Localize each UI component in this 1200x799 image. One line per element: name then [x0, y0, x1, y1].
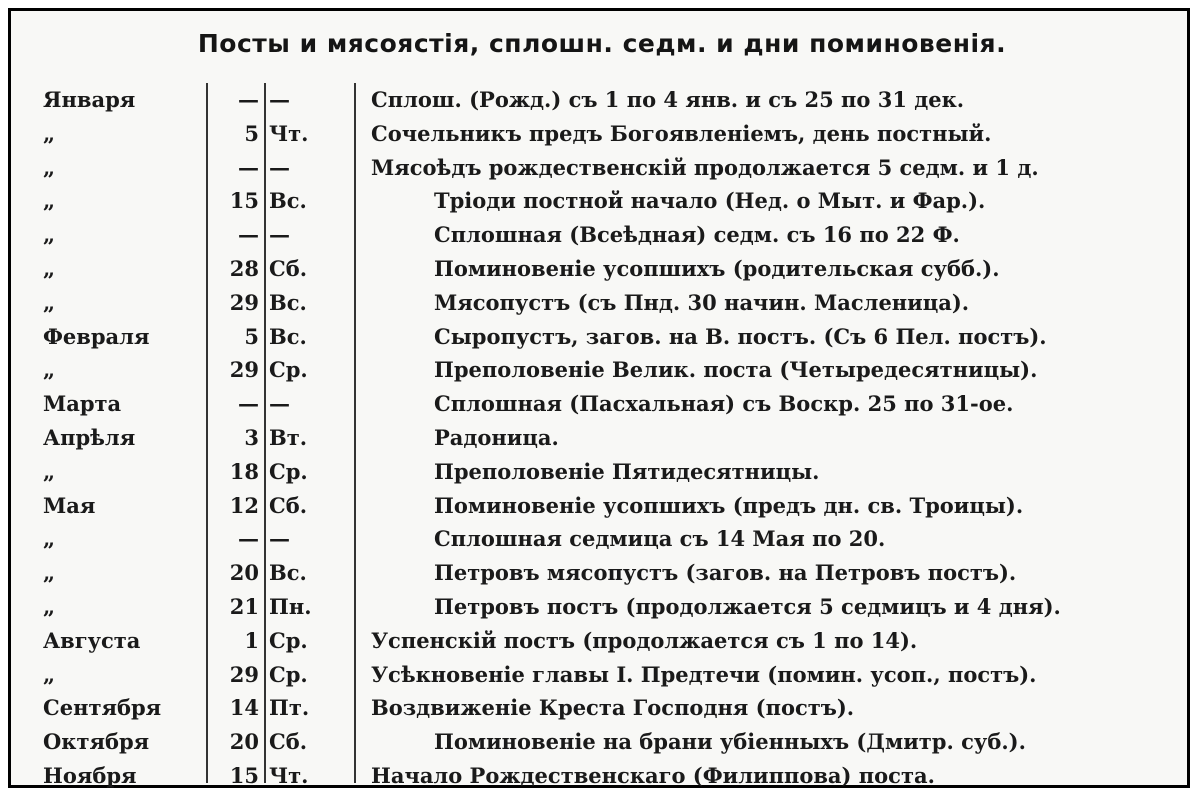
month-cell: „	[43, 255, 56, 281]
description-cell: Поминовеніе усопшихъ (родительская субб.).	[434, 255, 1000, 281]
description-cell: Поминовеніе усопшихъ (предъ дн. св. Троицы).	[434, 492, 1024, 518]
day-cell: 1	[244, 627, 259, 653]
description-cell: Поминовеніе на брани убіенныхъ (Дмитр. суб.).	[434, 729, 1026, 755]
description-cell: Петровъ мясопустъ (загов. на Петровъ постъ).	[434, 560, 1017, 586]
table-row	[11, 151, 1193, 185]
weekday-cell: —	[269, 526, 290, 552]
day-cell: 18	[229, 458, 259, 484]
description-cell: Начало Рождественскаго (Филиппова) поста.	[371, 762, 935, 788]
day-cell: 20	[229, 560, 259, 586]
day-cell: 5	[244, 120, 259, 146]
month-cell: Февраля	[43, 323, 150, 349]
month-cell: Августа	[43, 627, 141, 653]
weekday-cell: Пн.	[269, 593, 312, 619]
weekday-cell: Вт.	[269, 424, 308, 450]
weekday-cell: Вс.	[269, 289, 307, 315]
day-cell: —	[238, 222, 259, 248]
table-row	[11, 658, 1193, 692]
description-cell: Сплошная седмица съ 14 Мая по 20.	[434, 526, 886, 552]
month-cell: „	[43, 526, 56, 552]
page-title: Посты и мясоястія, сплошн. седм. и дни поминовенія.	[197, 29, 1007, 58]
month-cell: Сентября	[43, 695, 162, 721]
day-cell: 5	[244, 323, 259, 349]
calendar-table	[11, 83, 1193, 793]
description-cell: Воздвиженіе Креста Господня (постъ).	[371, 695, 855, 721]
month-cell: Марта	[43, 391, 122, 417]
table-row	[11, 353, 1193, 387]
day-cell: 29	[229, 661, 259, 687]
month-cell: „	[43, 357, 56, 383]
weekday-cell: Ср.	[269, 458, 308, 484]
month-cell: Мая	[43, 492, 96, 518]
table-row	[11, 218, 1193, 252]
day-cell: —	[238, 154, 259, 180]
weekday-cell: Чт.	[269, 762, 309, 788]
table-row	[11, 83, 1193, 117]
weekday-cell: —	[269, 87, 290, 112]
table-row	[11, 117, 1193, 151]
day-cell: 21	[229, 593, 259, 619]
table-row	[11, 759, 1193, 793]
description-cell: Успенскій постъ (продолжается съ 1 по 14).	[371, 627, 918, 653]
month-cell: „	[43, 154, 56, 180]
month-cell: „	[43, 560, 56, 586]
description-cell: Преполовеніе Пятидесятницы.	[434, 458, 820, 484]
document-frame	[8, 8, 1190, 788]
table-row	[11, 252, 1193, 286]
month-cell: „	[43, 289, 56, 315]
day-cell: 15	[229, 762, 259, 788]
month-cell: „	[43, 661, 56, 687]
weekday-cell: —	[269, 391, 290, 417]
table-row	[11, 489, 1193, 523]
day-cell: 12	[229, 492, 259, 518]
day-cell: —	[238, 526, 259, 552]
table-row	[11, 590, 1193, 624]
month-cell: Октября	[43, 729, 150, 755]
weekday-cell: Ср.	[269, 627, 308, 653]
weekday-cell: Чт.	[269, 120, 309, 146]
description-cell: Усѣкновеніе главы І. Предтечи (помин. усоп., постъ).	[371, 661, 1037, 687]
weekday-cell: Ср.	[269, 661, 308, 687]
day-cell: 14	[229, 695, 259, 721]
table-row	[11, 184, 1193, 218]
table-row	[11, 691, 1193, 725]
weekday-cell: Вс.	[269, 188, 307, 214]
table-row	[11, 455, 1193, 489]
day-cell: —	[238, 87, 259, 112]
description-cell: Петровъ постъ (продолжается 5 седмицъ и 4 дня).	[434, 593, 1061, 619]
table-row	[11, 387, 1193, 421]
weekday-cell: Ср.	[269, 357, 308, 383]
table-row	[11, 421, 1193, 455]
description-cell: Мясопустъ (съ Пнд. 30 начин. Масленица).	[434, 289, 970, 315]
table-row	[11, 522, 1193, 556]
description-cell: Преполовеніе Велик. поста (Четыредесятницы).	[434, 357, 1038, 383]
month-cell: Апрѣля	[43, 424, 136, 450]
description-cell: Мясоѣдъ рождественскій продолжается 5 седм. и 1 д.	[371, 154, 1039, 180]
description-cell: Сочельникъ предъ Богоявленіемъ, день постный.	[371, 120, 992, 146]
table-row	[11, 624, 1193, 658]
weekday-cell: Пт.	[269, 695, 310, 721]
description-cell: Тріоди постной начало (Нед. о Мыт. и Фар.).	[434, 188, 986, 214]
day-cell: —	[238, 391, 259, 417]
month-cell: „	[43, 593, 56, 619]
month-cell: „	[43, 222, 56, 248]
weekday-cell: Сб.	[269, 729, 308, 755]
weekday-cell: Вс.	[269, 323, 307, 349]
table-row	[11, 286, 1193, 320]
month-cell: „	[43, 120, 56, 146]
weekday-cell: Сб.	[269, 492, 308, 518]
weekday-cell: —	[269, 222, 290, 248]
month-cell: Ноября	[43, 762, 137, 788]
day-cell: 29	[229, 357, 259, 383]
day-cell: 3	[244, 424, 259, 450]
description-cell: Сплошная (Пасхальная) съ Воскр. 25 по 31-ое.	[434, 391, 1014, 417]
day-cell: 28	[229, 255, 259, 281]
table-row	[11, 556, 1193, 590]
weekday-cell: Вс.	[269, 560, 307, 586]
description-cell: Сыропустъ, загов. на В. постъ. (Съ 6 Пел. постъ).	[434, 323, 1047, 349]
weekday-cell: Сб.	[269, 255, 308, 281]
month-cell: Января	[43, 87, 136, 112]
day-cell: 15	[229, 188, 259, 214]
month-cell: „	[43, 458, 56, 484]
table-row	[11, 320, 1193, 354]
day-cell: 20	[229, 729, 259, 755]
weekday-cell: —	[269, 154, 290, 180]
description-cell: Сплош. (Рожд.) съ 1 по 4 янв. и съ 25 по 31 дек.	[371, 87, 965, 112]
day-cell: 29	[229, 289, 259, 315]
description-cell: Сплошная (Всеѣдная) седм. съ 16 по 22 Ф.	[434, 222, 960, 248]
month-cell: „	[43, 188, 56, 214]
description-cell: Радоница.	[434, 424, 559, 450]
table-row	[11, 725, 1193, 759]
